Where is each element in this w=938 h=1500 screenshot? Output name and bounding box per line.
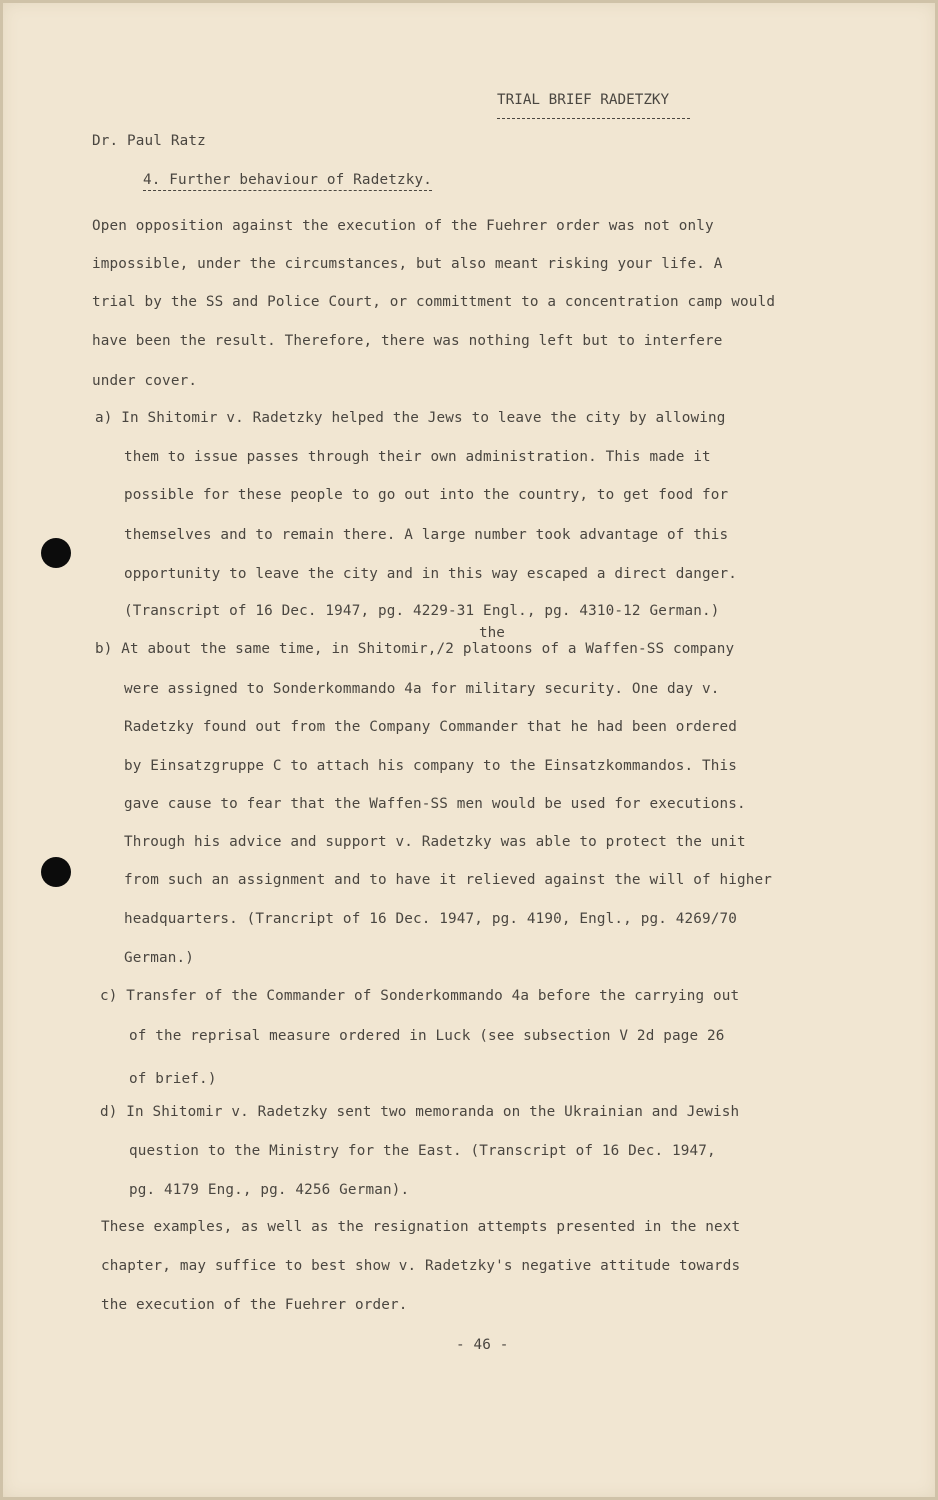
text-line: question to the Ministry for the East. (Transcript of 16 Dec. 1947,: [129, 1143, 716, 1159]
text-line: under cover.: [92, 373, 198, 389]
text-line: possible for these people to go out into the country, to get food for: [124, 487, 729, 503]
text-line: were assigned to Sonderkommando 4a for military security. One day v.: [124, 681, 720, 697]
text-line: chapter, may suffice to best show v. Radetzky's negative attitude towards: [101, 1258, 741, 1274]
text-line: of the reprisal measure ordered in Luck (see subsection V 2d page 26: [129, 1028, 725, 1044]
punch-hole-top: [41, 538, 71, 568]
page-number: - 46 -: [456, 1337, 509, 1353]
text-line: by Einsatzgruppe C to attach his company to the Einsatzkommandos. This: [124, 758, 738, 774]
inserted-word: the: [479, 625, 505, 641]
text-line: have been the result. Therefore, there was nothing left but to interfere: [92, 333, 723, 349]
text-line: Open opposition against the execution of the Fuehrer order was not only: [92, 218, 714, 234]
text-line: themselves and to remain there. A large number took advantage of this: [124, 527, 729, 543]
text-line: a) In Shitomir v. Radetzky helped the Jews to leave the city by allowing: [95, 410, 726, 426]
author-line: Dr. Paul Ratz: [92, 133, 206, 149]
text-line: d) In Shitomir v. Radetzky sent two memoranda on the Ukrainian and Jewish: [100, 1104, 740, 1120]
text-line: b) At about the same time, in Shitomir,/2 platoons of a Waffen-SS company: [95, 641, 735, 657]
text-line: German.): [124, 950, 195, 966]
text-line: the execution of the Fuehrer order.: [101, 1297, 408, 1313]
text-line: gave cause to fear that the Waffen-SS men would be used for executions.: [124, 796, 746, 812]
text-line: of brief.): [129, 1071, 217, 1087]
text-line: from such an assignment and to have it relieved against the will of higher: [124, 872, 773, 888]
title-underline: [497, 118, 690, 119]
text-line: headquarters. (Trancript of 16 Dec. 1947, pg. 4190, Engl., pg. 4269/70: [124, 911, 738, 927]
trial-brief-title: TRIAL BRIEF RADETZKY: [497, 92, 670, 108]
text-line: Radetzky found out from the Company Commander that he had been ordered: [124, 719, 738, 735]
text-line: trial by the SS and Police Court, or committment to a concentration camp would: [92, 294, 776, 310]
section-heading-text: 4. Further behaviour of Radetzky.: [143, 172, 432, 191]
text-line: c) Transfer of the Commander of Sonderkommando 4a before the carrying out: [100, 988, 740, 1004]
text-line: Through his advice and support v. Radetzky was able to protect the unit: [124, 834, 746, 850]
text-line: pg. 4179 Eng., pg. 4256 German).: [129, 1182, 410, 1198]
section-heading: [143, 172, 432, 188]
text-line: (Transcript of 16 Dec. 1947, pg. 4229-31 Engl., pg. 4310-12 German.): [124, 603, 720, 619]
punch-hole-bottom: [41, 857, 71, 887]
text-line: them to issue passes through their own administration. This made it: [124, 449, 711, 465]
text-line: opportunity to leave the city and in this way escaped a direct danger.: [124, 566, 738, 582]
text-line: impossible, under the circumstances, but also meant risking your life. A: [92, 256, 723, 272]
text-line: These examples, as well as the resignation attempts presented in the next: [101, 1219, 741, 1235]
